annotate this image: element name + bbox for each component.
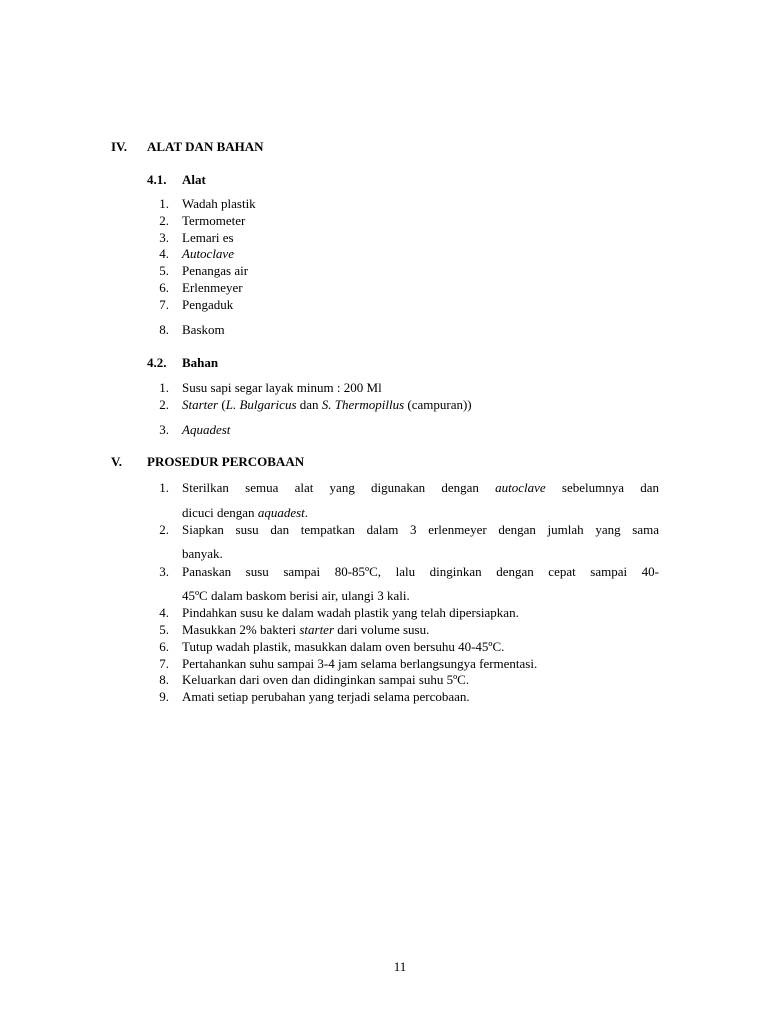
list-number: 4. <box>159 246 169 261</box>
list-item-line: Panaskan susu sampai 80-85ºC, lalu dinginkan dengan cepat sampai 40- <box>182 564 659 579</box>
list-number: 1. <box>159 380 169 395</box>
list-item: Lemari es <box>182 230 234 245</box>
list-item: Pengaduk <box>182 297 234 312</box>
subsection-number: 4.1. <box>147 172 167 187</box>
list-item: Erlenmeyer <box>182 280 243 295</box>
list-number: 8. <box>159 672 169 687</box>
list-number: 2. <box>159 213 169 228</box>
text-run: dicuci dengan <box>182 505 258 520</box>
list-number: 2. <box>159 522 169 537</box>
term-starter: Starter <box>182 397 219 412</box>
term-starter: starter <box>299 622 335 637</box>
subsection-title: Bahan <box>182 355 219 370</box>
list-number: 6. <box>159 280 169 295</box>
list-item: Penangas air <box>182 263 249 278</box>
text-run: (campuran)) <box>404 397 472 412</box>
section-title: ALAT DAN BAHAN <box>147 139 264 154</box>
list-number: 1. <box>159 196 169 211</box>
text-run: dari volume susu. <box>334 622 430 637</box>
list-number: 5. <box>159 263 169 278</box>
subsection-number: 4.2. <box>147 355 167 370</box>
list-number: 1. <box>159 480 169 495</box>
list-number: 4. <box>159 605 169 620</box>
term-l-bulgaricus: L. Bulgaricus <box>225 397 297 412</box>
list-item: Pindahkan susu ke dalam wadah plastik yang telah dipersiapkan. <box>182 605 519 620</box>
text-run: sebelumnya dan <box>545 480 659 495</box>
list-item: Amati setiap perubahan yang terjadi selama percobaan. <box>182 689 470 704</box>
list-item: Pertahankan suhu sampai 3-4 jam selama berlangsungya fermentasi. <box>182 656 538 671</box>
list-number: 3. <box>159 422 169 437</box>
text-run: dan <box>296 397 322 412</box>
subsection-title: Alat <box>182 172 206 187</box>
list-item: Susu sapi segar layak minum : 200 Ml <box>182 380 382 395</box>
text-run: Masukkan 2% bakteri <box>182 622 300 637</box>
term-s-thermopillus: S. Thermopillus <box>321 397 405 412</box>
list-item: Aquadest <box>182 422 231 437</box>
list-number: 3. <box>159 230 169 245</box>
list-item-line <box>182 480 659 497</box>
list-number: 2. <box>159 397 169 412</box>
list-item: Wadah plastik <box>182 196 256 211</box>
section-number: V. <box>111 454 122 469</box>
page-number: 11 <box>393 959 407 974</box>
text-run: Sterilkan semua alat yang digunakan dengan <box>182 480 496 495</box>
section-title: PROSEDUR PERCOBAAN <box>147 454 305 469</box>
section-number: IV. <box>111 139 128 154</box>
list-item-line: 45ºC dalam baskom berisi air, ulangi 3 kali. <box>182 588 410 603</box>
list-item <box>182 397 472 414</box>
list-item <box>182 622 429 639</box>
list-number: 9. <box>159 689 169 704</box>
list-item: Tutup wadah plastik, masukkan dalam oven bersuhu 40-45ºC. <box>182 639 505 654</box>
list-item-line: Siapkan susu dan tempatkan dalam 3 erlenmeyer dengan jumlah yang sama <box>182 522 659 537</box>
text-run: ( <box>218 397 226 412</box>
list-number: 5. <box>159 622 169 637</box>
term-aquadest: aquadest <box>257 505 305 520</box>
list-number: 6. <box>159 639 169 654</box>
list-number: 7. <box>159 297 169 312</box>
list-number: 3. <box>159 564 169 579</box>
text-run: . <box>304 505 309 520</box>
list-item: Keluarkan dari oven dan didinginkan sampai suhu 5ºC. <box>182 672 470 687</box>
list-item: Termometer <box>182 213 246 228</box>
list-number: 7. <box>159 656 169 671</box>
list-item-line: banyak. <box>182 546 223 561</box>
term-autoclave: autoclave <box>495 480 546 495</box>
list-item: Baskom <box>182 322 225 337</box>
list-number: 8. <box>159 322 169 337</box>
list-item: Autoclave <box>182 246 234 261</box>
list-item-line <box>182 505 308 522</box>
